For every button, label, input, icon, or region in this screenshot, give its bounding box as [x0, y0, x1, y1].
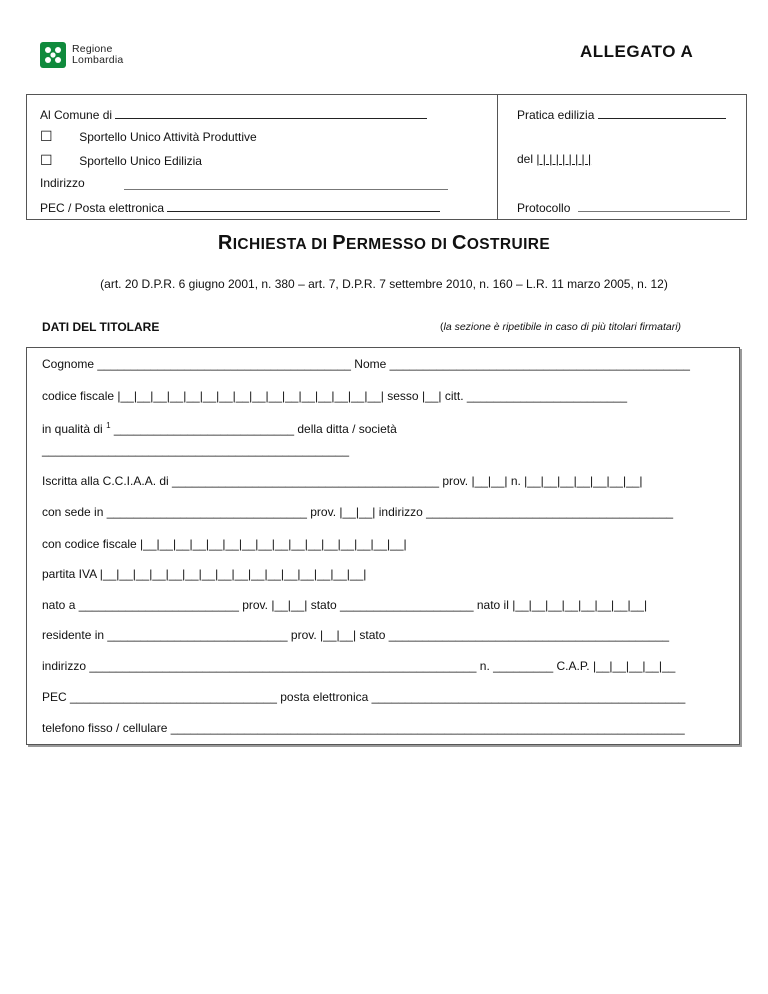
field-pec-email[interactable]: PEC _______________________________ posta elettronica _______________________________________________	[42, 690, 686, 704]
field-codice-fiscale[interactable]: codice fiscale |__|__|__|__|__|__|__|__|__|__|__|__|__|__|__|__| sesso |__| citt. ________________________	[42, 389, 628, 403]
del-row: del | | | | | | | | |	[517, 152, 592, 166]
pratica-field[interactable]	[598, 106, 726, 119]
field-residenza[interactable]: residente in ___________________________ prov. |__|__| stato __________________________________________	[42, 628, 670, 642]
del-date-field[interactable]: | | | | | | | | |	[536, 152, 592, 166]
header-divider	[497, 94, 498, 220]
pec-field[interactable]	[167, 199, 440, 212]
lombardia-rose-icon	[40, 42, 66, 68]
pratica-row: Pratica edilizia	[517, 106, 726, 122]
field-telefono[interactable]: telefono fisso / cellulare _____________________________________________________________________________	[42, 721, 685, 735]
field-cognome-nome[interactable]: Cognome ______________________________________ Nome _____________________________________________	[42, 357, 690, 371]
protocollo-row: Protocollo	[517, 199, 730, 215]
checkbox-suap[interactable]: ☐	[40, 128, 53, 144]
comune-field[interactable]	[115, 106, 427, 119]
field-cciaa[interactable]: Iscritta alla C.C.I.A.A. di ________________________________________ prov. |__|__| n. |__|__|__|__|__|__|__|	[42, 474, 643, 488]
field-ditta[interactable]: ______________________________________________	[42, 443, 349, 457]
section-heading: DATI DEL TITOLARE	[42, 320, 160, 334]
checkbox-sue[interactable]: ☐	[40, 152, 53, 168]
annex-label: ALLEGATO A	[580, 42, 694, 61]
field-sede[interactable]: con sede in ______________________________ prov. |__|__| indirizzo _____________________________________	[42, 505, 674, 519]
indirizzo-row: Indirizzo	[40, 176, 85, 190]
field-qualita[interactable]: in qualità di $^1$ ___________________________ della ditta / società	[42, 421, 397, 436]
document-title: RICHIESTA DI PERMESSO DI COSTRUIRE	[217, 232, 551, 254]
legal-reference: (art. 20 D.P.R. 6 giugno 2001, n. 380 – art. 7, D.P.R. 7 settembre 2010, n. 160 – L.R. 11 marzo 2005, n. 12)	[100, 277, 668, 291]
field-partita-iva[interactable]: partita IVA |__|__|__|__|__|__|__|__|__|__|__|__|__|__|__|__|	[42, 567, 367, 581]
suap-row: ☐ Sportello Unico Attività Produttive	[40, 128, 257, 144]
logo-text: Regione Lombardia	[72, 43, 124, 66]
field-codice-fiscale-ditta[interactable]: con codice fiscale |__|__|__|__|__|__|__|__|__|__|__|__|__|__|__|__|	[42, 537, 407, 551]
field-indirizzo[interactable]: indirizzo __________________________________________________________ n. _________ C.A.P. |__|__|__|__|__	[42, 659, 676, 673]
comune-row: Al Comune di	[40, 106, 427, 122]
pec-row: PEC / Posta elettronica	[40, 199, 440, 215]
sue-row: ☐ Sportello Unico Edilizia	[40, 152, 202, 168]
region-logo	[40, 42, 160, 70]
section-note: (la sezione è ripetibile in caso di più titolari firmatari)	[440, 321, 682, 333]
indirizzo-field[interactable]	[124, 189, 448, 190]
field-nascita[interactable]: nato a ________________________ prov. |__|__| stato ____________________ nato il |__|__|__|__|__|__|__|__|	[42, 598, 648, 612]
protocollo-field[interactable]	[578, 199, 730, 212]
